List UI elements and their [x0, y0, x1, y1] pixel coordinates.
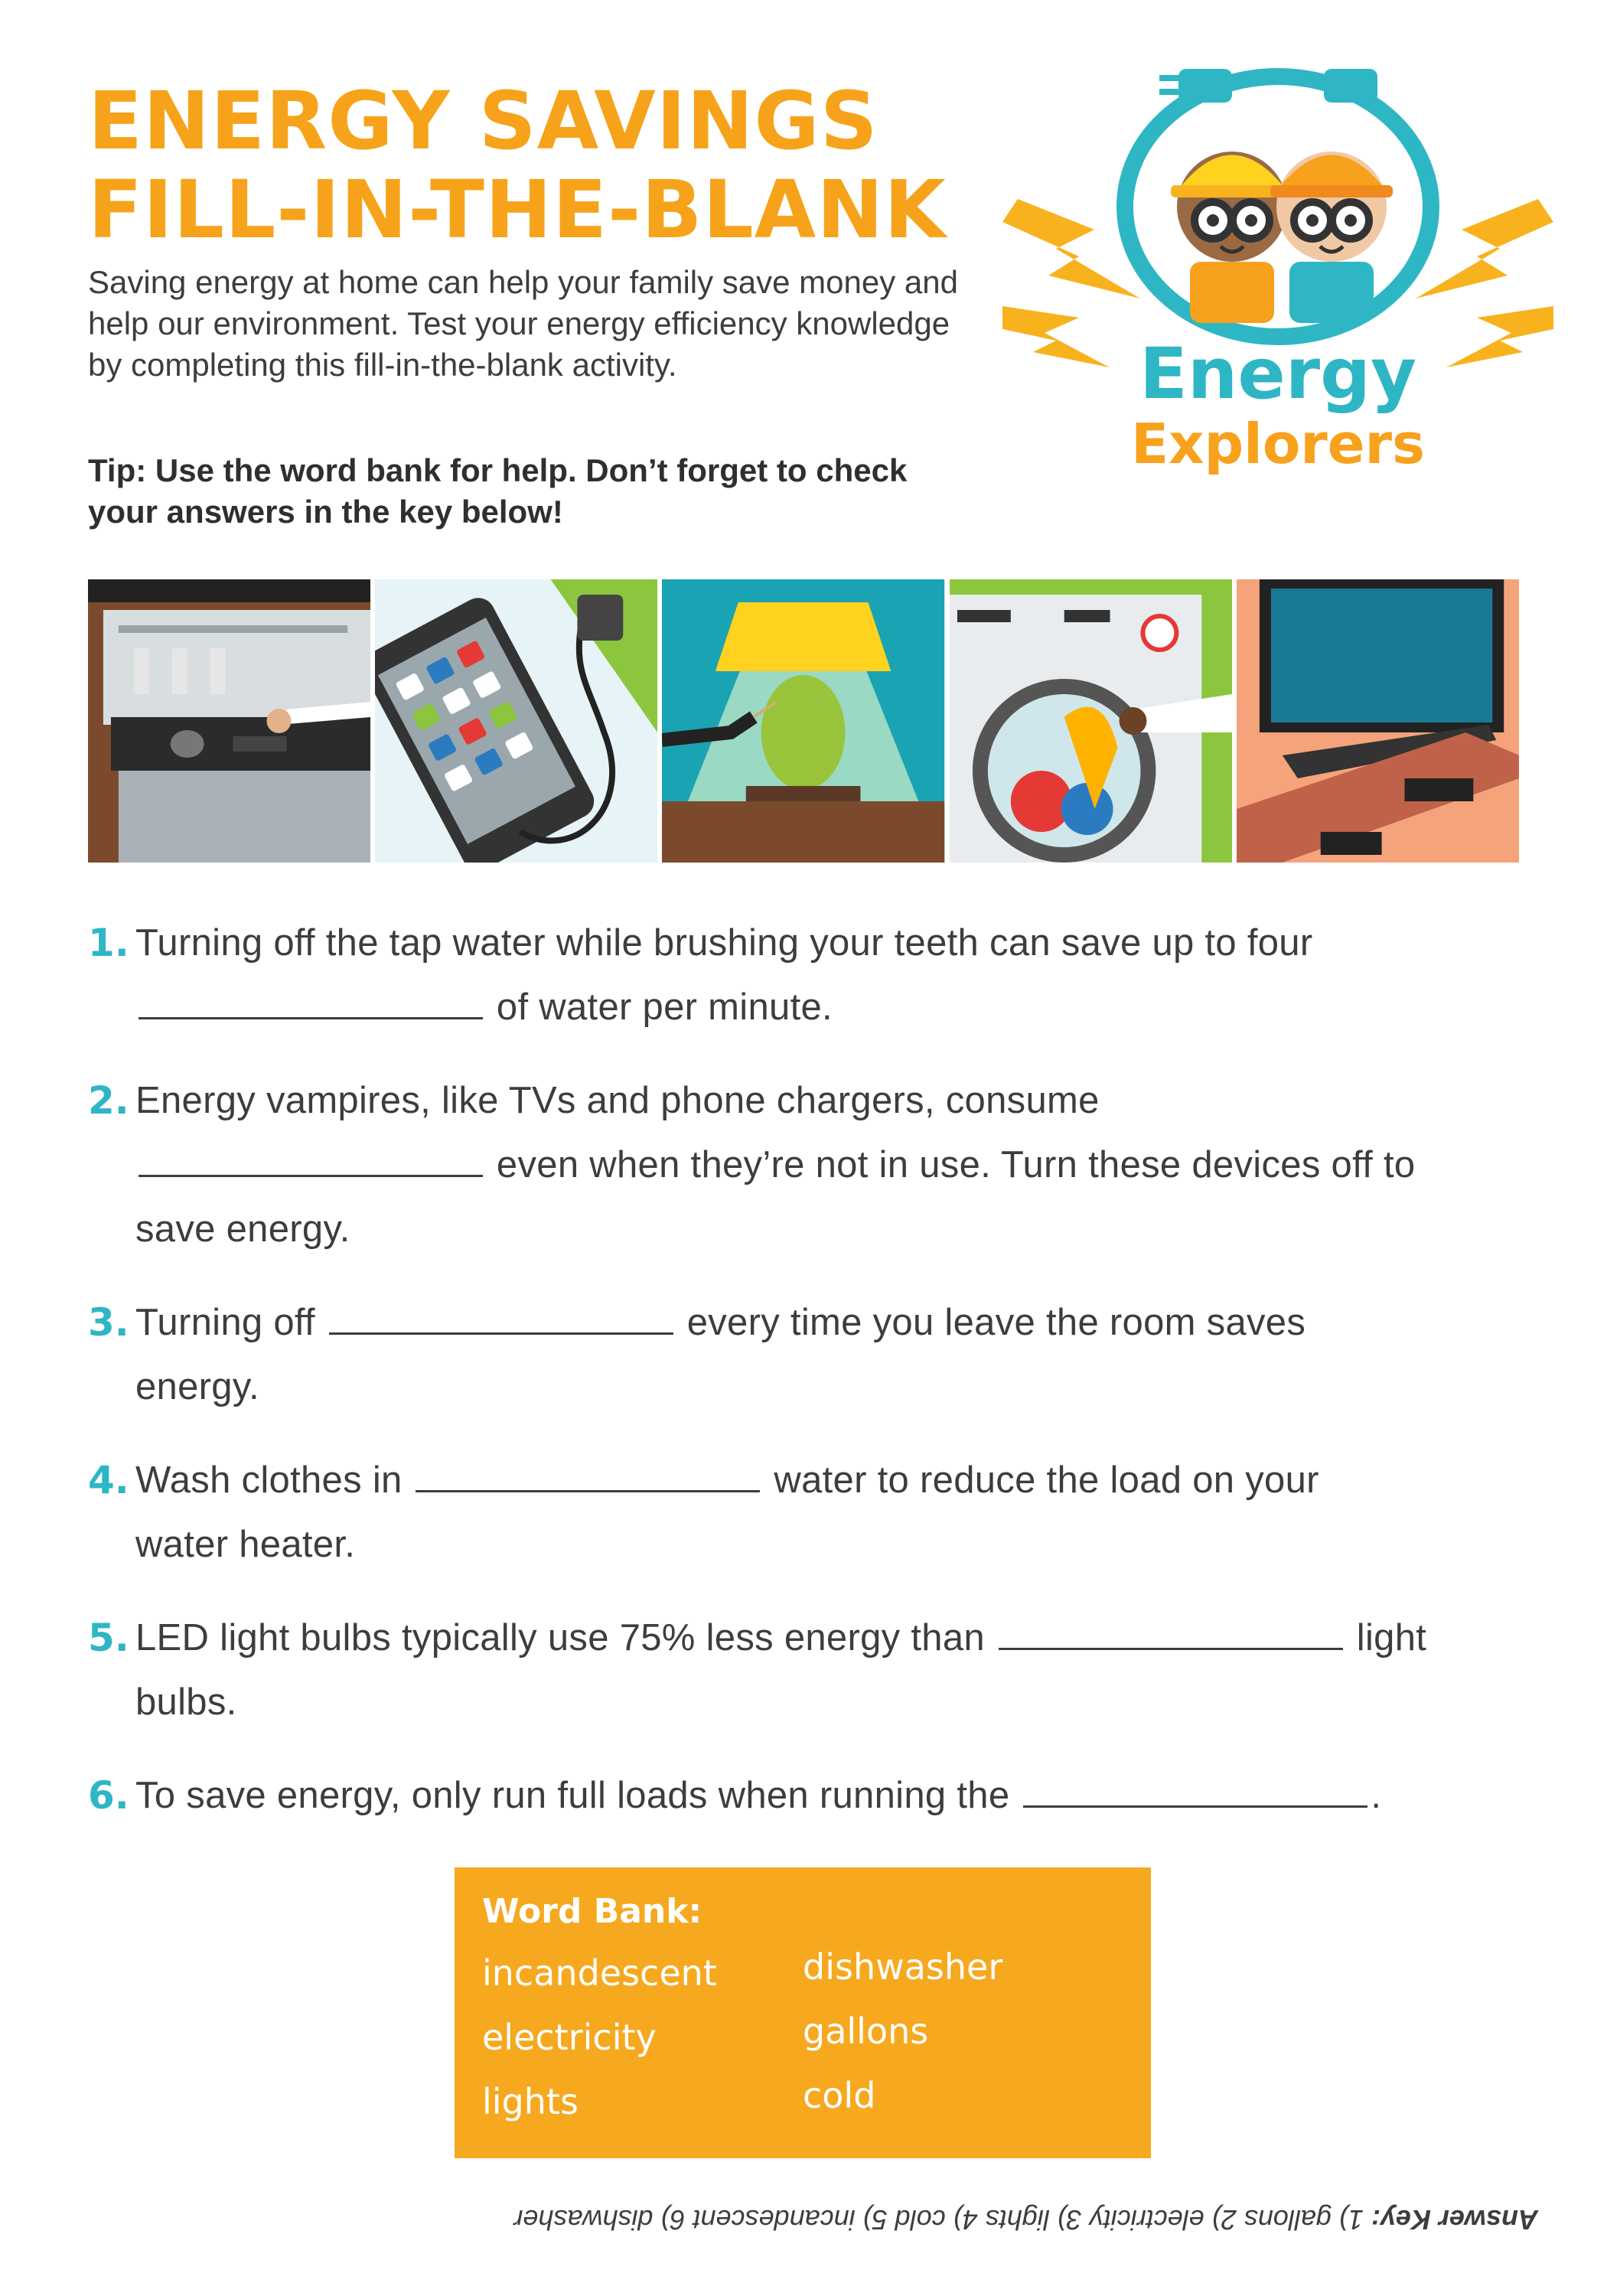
- question-3: [88, 1290, 1542, 1419]
- word-bank-word: cold: [803, 2075, 876, 2116]
- tip-paragraph: Tip: Use the word bank for help. Don’t forget to check your answers in the key below!: [88, 452, 908, 530]
- question-number: 2.: [88, 1078, 129, 1123]
- answer-blank[interactable]: [139, 979, 483, 1019]
- question-number: 3.: [88, 1300, 129, 1345]
- question-number: 5.: [88, 1616, 129, 1660]
- question-2: [88, 1068, 1542, 1261]
- question-number: 4.: [88, 1458, 129, 1502]
- lamp-illustration: [662, 579, 944, 863]
- title-line-2: FILL-IN-THE-BLANK: [88, 163, 947, 256]
- question-text-after: water to reduce the load on your water heater.: [135, 1459, 1319, 1565]
- energy-explorers-logo: [1002, 46, 1553, 475]
- answer-blank[interactable]: [416, 1452, 760, 1492]
- intro-paragraph: Saving energy at home can help your family save money and help our environment. Test your energy efficiency knowledge by completing this fill-in-the-blank activity.: [88, 264, 958, 383]
- question-5: [88, 1606, 1542, 1734]
- question-number: 1.: [88, 921, 129, 965]
- word-bank-word: lights: [482, 2081, 579, 2122]
- word-bank: [455, 1867, 1151, 2158]
- title-line-1: ENERGY SAVINGS: [88, 74, 878, 168]
- illustration-strip: [88, 579, 1519, 863]
- television-illustration: [1237, 579, 1519, 863]
- question-text-before: To save energy, only run full loads when running the: [135, 1775, 1010, 1816]
- question-text-after: every time you leave the room saves energy.: [135, 1302, 1306, 1407]
- word-bank-word: incandescent: [482, 1952, 717, 1994]
- question-text-before: Turning off: [135, 1302, 315, 1343]
- word-bank-word: electricity: [482, 2017, 657, 2058]
- word-bank-title: Word Bank:: [482, 1892, 702, 1931]
- question-text-before: Wash clothes in: [135, 1459, 403, 1501]
- word-bank-word: gallons: [803, 2011, 929, 2052]
- answer-blank[interactable]: [329, 1294, 673, 1335]
- question-text-before: Energy vampires, like TVs and phone chargers, consume: [135, 1080, 1100, 1121]
- question-text-before: LED light bulbs typically use 75% less energy than: [135, 1617, 985, 1658]
- answer-blank[interactable]: [1023, 1767, 1367, 1808]
- dishwasher-illustration: [88, 579, 370, 863]
- washing-machine-illustration: [950, 579, 1232, 863]
- logo-line-2: Explorers: [1130, 412, 1426, 475]
- logo-line-1: Energy: [1139, 333, 1416, 415]
- answer-blank[interactable]: [999, 1609, 1343, 1650]
- question-6: [88, 1763, 1542, 1828]
- question-text-after: .: [1371, 1775, 1382, 1816]
- question-list: [88, 911, 1542, 1857]
- answer-key: [275, 2197, 1538, 2242]
- answer-blank[interactable]: [139, 1137, 483, 1177]
- answer-key-text: 1) gallons 2) electricity 3) lights 4) cold 5) incandescent 6) dishwasher: [513, 2204, 1364, 2236]
- question-text-before: Turning off the tap water while brushing your teeth can save up to four: [135, 922, 1313, 964]
- page-title: [88, 74, 947, 256]
- question-text-after: light bulbs.: [135, 1617, 1427, 1723]
- question-text-after: of water per minute.: [496, 987, 833, 1028]
- question-text-after: even when they’re not in use. Turn these devices off to save energy.: [135, 1144, 1416, 1250]
- question-number: 6.: [88, 1773, 129, 1818]
- answer-key-label: Answer Key:: [1371, 2204, 1538, 2236]
- phone-charger-illustration: [375, 579, 657, 863]
- question-4: [88, 1448, 1542, 1577]
- word-bank-word: dishwasher: [803, 1946, 1003, 1988]
- question-1: [88, 911, 1542, 1039]
